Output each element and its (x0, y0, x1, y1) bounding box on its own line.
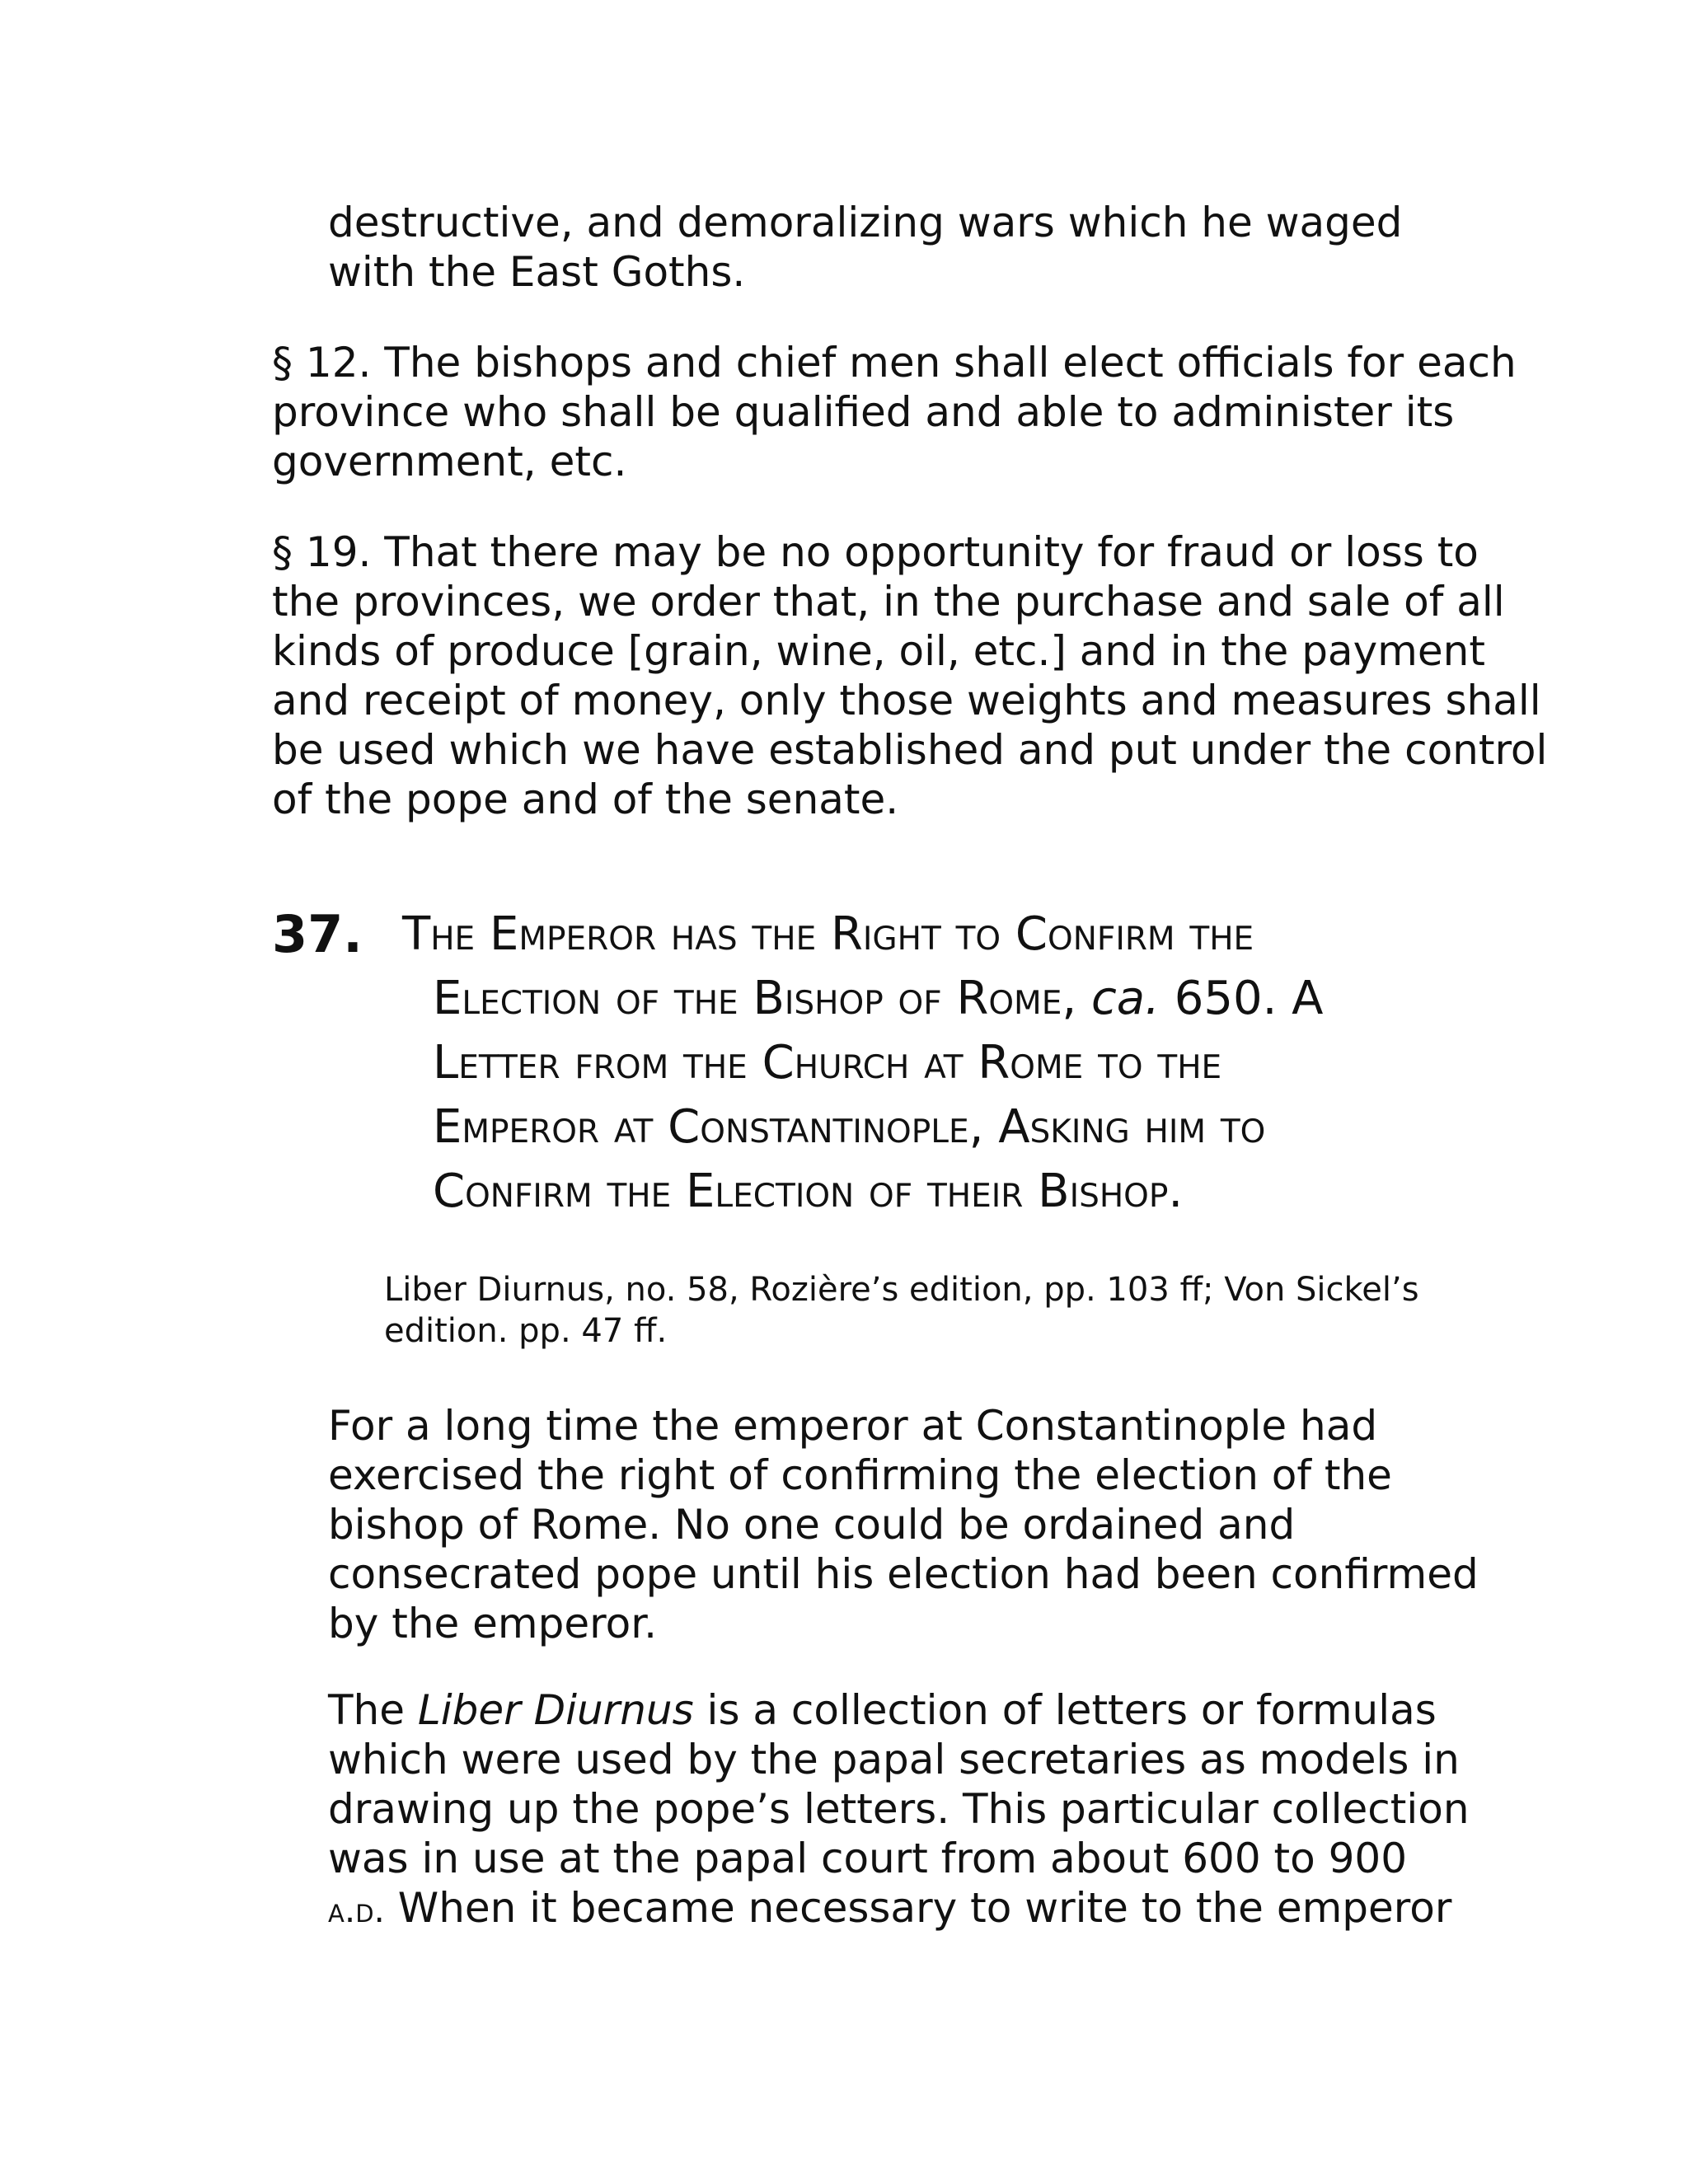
title-line: Letter from the Church at Rome to the (433, 1036, 1222, 1090)
section-19-paragraph (272, 527, 1547, 824)
text-fragment: is a collection of letters or formulas (693, 1686, 1437, 1734)
text-line (328, 1685, 1470, 1735)
book-title: Liber Diurnus (417, 1686, 694, 1734)
text-line: drawing up the pope’s letters. This particular collection (328, 1785, 1470, 1833)
text-line: For a long time the emperor at Constantinople had (328, 1402, 1378, 1450)
title-line: Confirm the Election of their Bishop. (433, 1165, 1184, 1218)
continuation-paragraph (328, 198, 1402, 297)
section-12-paragraph (272, 338, 1517, 486)
title-line: The Emperor has the Right to Confirm the (402, 907, 1254, 961)
text-line: exercised the right of confirming the election of the (328, 1451, 1392, 1499)
title-line (402, 967, 1323, 1031)
text-line: which were used by the papal secretaries as models in (328, 1736, 1460, 1783)
text-line: be used which we have established and put under the control (272, 726, 1548, 774)
text-line: kinds of produce [grain, wine, oil, etc.] and in the payment (272, 627, 1485, 675)
text-line: government, etc. (272, 438, 627, 485)
text-line: by the emperor. (328, 1600, 658, 1647)
chapter-title (402, 902, 1323, 1224)
text-line: province who shall be qualified and able to administer its (272, 388, 1455, 436)
text-line: destructive, and demoralizing wars which he waged (328, 199, 1403, 246)
text-line: with the East Goths. (328, 248, 746, 296)
era-abbreviation: a.d. (328, 1890, 385, 1930)
text-line: was in use at the papal court from about 600 to 900 (328, 1835, 1408, 1882)
text-line: bishop of Rome. No one could be ordained and (328, 1501, 1296, 1549)
source-citation (384, 1269, 1419, 1352)
text-line: and receipt of money, only those weights and measures shall (272, 677, 1541, 724)
intro-paragraph-2 (328, 1685, 1470, 1935)
title-circa: ca. (1090, 972, 1160, 1025)
text-line: § 19. That there may be no opportunity for fraud or loss to (272, 528, 1479, 576)
text-line: of the pope and of the senate. (272, 776, 899, 823)
text-line (328, 1883, 1470, 1935)
title-fragment: Election of the Bishop of Rome, (433, 972, 1077, 1025)
citation-line: Liber Diurnus, no. 58, Rozière’s edition, pp. 103 ff; Von Sickel’s (384, 1271, 1419, 1309)
title-line: Emperor at Constantinople, Asking him to (433, 1100, 1266, 1154)
text-line: § 12. The bishops and chief men shall elect officials for each (272, 339, 1517, 387)
text-fragment: When it became necessary to write to the emperor (384, 1884, 1452, 1932)
text-fragment: The (328, 1686, 418, 1734)
text-line: consecrated pope until his election had been confirmed (328, 1550, 1479, 1598)
title-fragment: 650. A (1174, 972, 1324, 1025)
chapter-number: 37. (272, 904, 363, 964)
citation-line: edition. pp. 47 ff. (384, 1312, 668, 1350)
text-line: the provinces, we order that, in the purchase and sale of all (272, 578, 1505, 626)
intro-paragraph-1 (328, 1401, 1479, 1648)
